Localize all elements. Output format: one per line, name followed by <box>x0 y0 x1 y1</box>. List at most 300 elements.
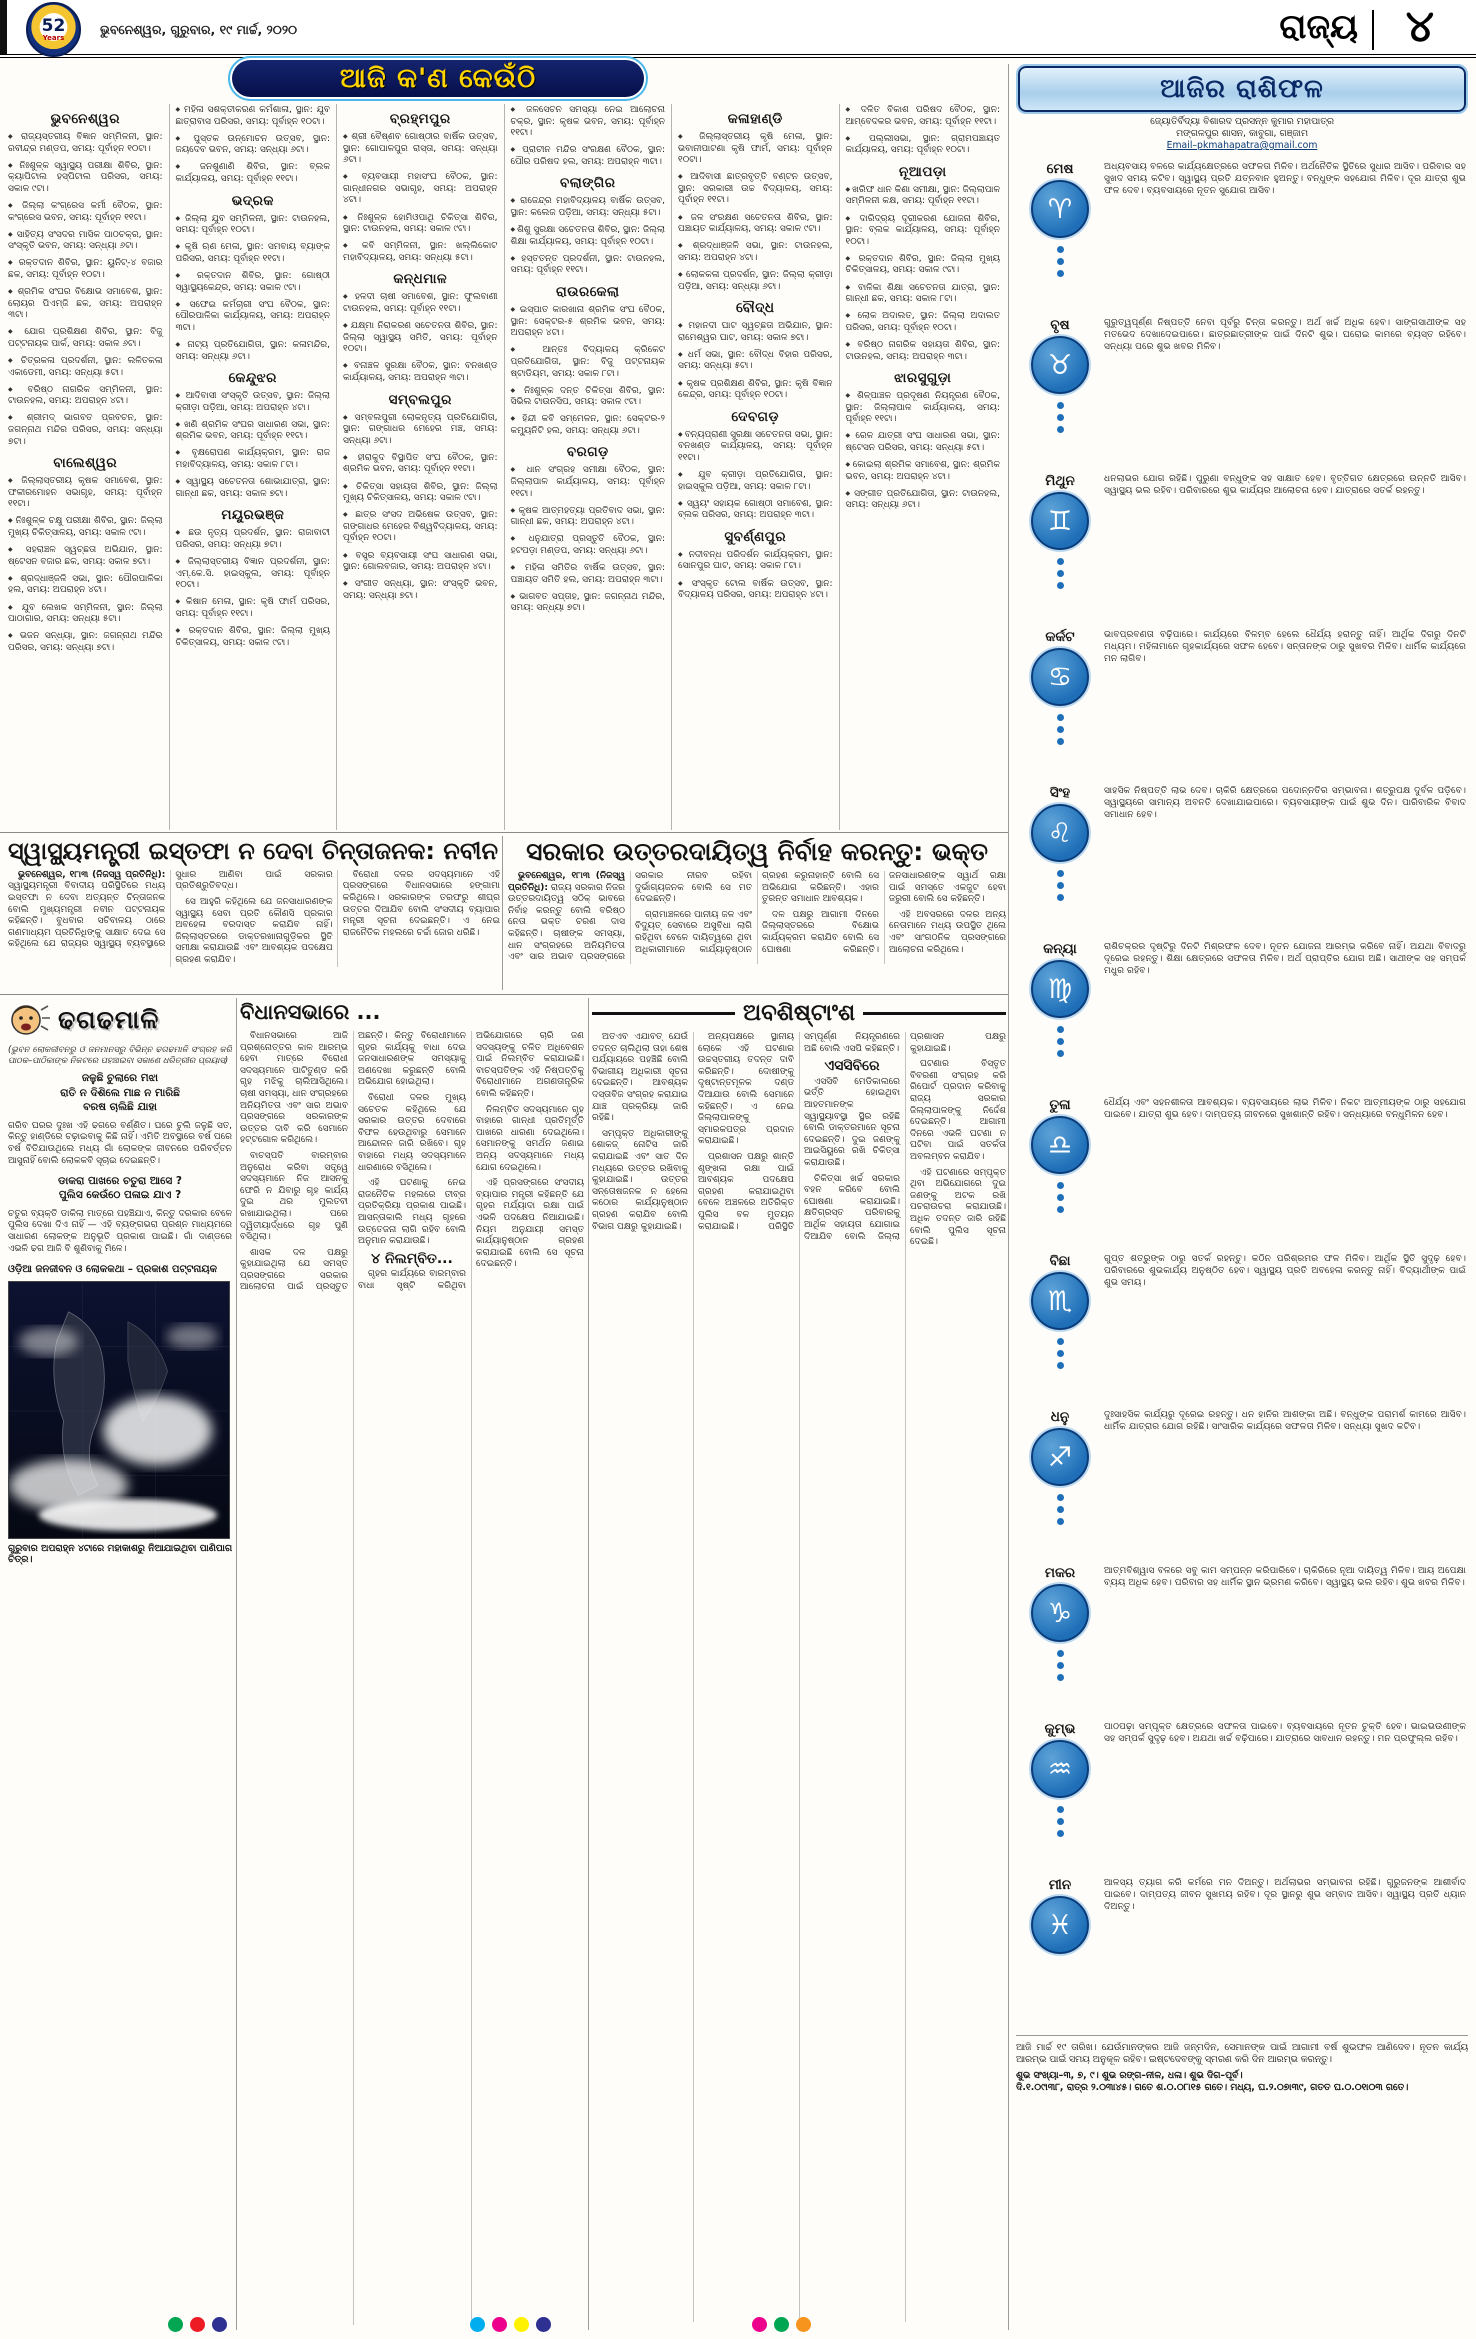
article-paragraph: ସମ୍ପୃକ୍ତ ଅଧିକାରୀଙ୍କୁ ଶୋକଜ୍ ନୋଟିସ ଜାରି କରାଯାଇଛି ଏବଂ ସାତ ଦିନ ମଧ୍ୟରେ ଉତ୍ତର ରଖିବାକୁ କୁହାଯାଇଛି। ଉତ୍ତର ସନ୍ତୋଷଜନକ ନ ହେଲେ କଠୋର କାର୍ଯ୍ୟାନୁଷ୍ଠାନ ଗ୍ରହଣ କରାଯିବ ବୋଲି ବିଭାଗ ପକ୍ଷରୁ କୁହାଯାଇଛି। <box>592 1128 688 1232</box>
event-item: ◆ ରକ୍ତଦାନ ଶିବିର, ସ୍ଥାନ: ଗୋଷ୍ଠୀ ସ୍ୱାସ୍ଥ୍ୟକେନ୍ଦ୍ର, ସମୟ: ସକାଳ ୯ଟା। <box>176 270 331 294</box>
event-item: ◆ ବାଳିକା ଶିକ୍ଷା ସଚେତନତା ଯାତ୍ରା, ସ୍ଥାନ: ଗାନ୍ଧୀ ଛକ, ସମୟ: ସକାଳ ୮ଟା। <box>846 282 1001 306</box>
verse-line: ବରଷ ଚାଲିଛି ଯାହା <box>83 1101 157 1113</box>
article-paragraph: ଏହି ଘଟଣାକୁ ନେଇ ରାଜନୈତିକ ମହଲରେ ତୀବ୍ର ପ୍ରତିକ୍ରିୟା ପ୍ରକାଶ ପାଇଛି। ଆସନ୍ତାକାଲି ମଧ୍ୟ ଗୃହରେ ଉତ୍ତେଜନା ଲାଗି ରହିବ ବୋଲି ଅନୁମାନ କରାଯାଉଛି। <box>358 1178 466 1247</box>
badge-number: 52 <box>41 15 66 36</box>
zodiac-name: ବିଛା <box>1049 1253 1071 1269</box>
dot <box>1057 714 1064 721</box>
zodiac-icon-block <box>1016 1721 1104 1867</box>
dot-trail <box>1057 558 1064 589</box>
article-paragraph: ଗୃହର କାର୍ଯ୍ୟରେ ବାରମ୍ବାର ବାଧା ସୃଷ୍ଟି କରିଥିବା ଅଭିଯୋଗରେ ଚାରି ଜଣ ସଦସ୍ୟଙ୍କୁ ଚଳିତ ଅଧିବେଶନ ପାଇଁ ନିଲମ୍ବିତ କରାଯାଇଛି। ବାଚସ୍ପତିଙ୍କ ଏହି ନିଷ୍ପତ୍ତିକୁ ବିରୋଧୀମାନେ ଅଗଣତାନ୍ତ୍ରିକ ବୋଲି କହିଛନ୍ତି। <box>358 1031 584 1291</box>
continued-stories <box>592 1000 1006 2330</box>
article-paragraph: ଭୁବନେଶ୍ୱର, ୧୮ା୩ (ନିଜସ୍ୱ ପ୍ରତିନିଧି): ସ୍ୱାସ୍ଥ୍ୟମନ୍ତ୍ରୀ ବିବାଦୀୟ ପରିସ୍ଥିତିରେ ମଧ୍ୟ ଇସ୍ତଫା ନ ଦେବା ଅତ୍ୟନ୍ତ ଚିନ୍ତାଜନକ ବୋଲି ମୁଖ୍ୟମନ୍ତ୍ରୀ ନବୀନ ପଟ୍ଟନାୟକ କହିଛନ୍ତି। ବୁଧବାର ସଚିବାଳୟ ଠାରେ ଗଣମାଧ୍ୟମ ପ୍ରତିନିଧିଙ୍କୁ ସାକ୍ଷାତ ଦେଇ ସେ କହିଥିଲେ ଯେ ରାଜ୍ୟର ସ୍ୱାସ୍ଥ୍ୟ ବ୍ୟବସ୍ଥାରେ ସୁଧାର ଆଣିବା ପାଇଁ ସରକାର ପ୍ରତିଶ୍ରୁତିବଦ୍ଧ। <box>8 869 333 950</box>
dot <box>1057 1674 1064 1681</box>
zodiac-prediction: ଭାବପ୍ରବଣତା ବଢ଼ିପାରେ। କାର୍ଯ୍ୟରେ ବିଳମ୍ବ ହେଲେ ଧୈର୍ଯ୍ୟ ହରାନ୍ତୁ ନାହିଁ। ଆର୍ଥିକ ଦିଗରୁ ଦିନଟି ମଧ୍ୟମ। ମହିଳାମାନେ ଗୃହକାର୍ଯ୍ୟରେ ସଫଳ ହେବେ। ସନ୍ତାନଙ୍କ ଠାରୁ ସୁଖବର ମିଳିବ। ଧାର୍ମିକ କାର୍ଯ୍ୟରେ ମନ ଲାଗିବ। <box>1104 629 1466 664</box>
event-item: ◆ ଲୋକକଳା ପ୍ରଦର୍ଶନ, ସ୍ଥାନ: ଜିଲ୍ଲା କ୍ରୀଡ଼ା ପଡ଼ିଆ, ସମୟ: ସନ୍ଧ୍ୟା ୬ଟା। <box>678 269 833 293</box>
credit-line: ମଙ୍ଗଳପୁର ଶାସନ, କାବୁଗା, ଗଞ୍ଜାମ <box>1176 128 1308 139</box>
zodiac-name: କନ୍ୟା <box>1043 941 1077 957</box>
byline: ଭୁବନେଶ୍ୱର, ୧୮ା୩ (ନିଜସ୍ୱ ପ୍ରତିନିଧି): <box>508 871 625 893</box>
event-item: ◆ ଛାତ୍ର ସଂସଦ ଅଭିଷେକ ଉତ୍ସବ, ସ୍ଥାନ: ଗଙ୍ଗାଧର ମେହେର ବିଶ୍ୱବିଦ୍ୟାଳୟ, ସମୟ: ପୂର୍ବାହ୍ନ ୧୦ଟା। <box>343 509 498 545</box>
event-item: ◆ ନିଃଶୁଳ୍କ ଦନ୍ତ ଚିକିତ୍ସା ଶିବିର, ସ୍ଥାନ: ସିଭିଲ ଟାଉନସିପ, ସମୟ: ସକାଳ ୯ଟା। <box>511 385 666 409</box>
article-paragraph: ଭୁବନେଶ୍ୱର, ୧୮ା୩ (ନିଜସ୍ୱ ପ୍ରତିନିଧି): ରାଜ୍ୟ ସରକାର ନିଜର ଉତ୍ତରଦାୟିତ୍ୱ ସଠିକ୍ ଭାବରେ ନିର୍ବାହ କରନ୍ତୁ ବୋଲି ବରିଷ୍ଠ ନେତା ଭକ୍ତ ଚରଣ ଦାସ କହିଛନ୍ତି। ଚାଷୀଙ୍କ ସମସ୍ୟା, ଧାନ ସଂଗ୍ରହରେ ଅନିୟମିତତା ଏବଂ ସାର ଅଭାବ ପ୍ରସଙ୍ଗରେ ସରକାର ନୀରବ ରହିବା ଦୁର୍ଭାଗ୍ୟଜନକ ବୋଲି ସେ ମତ ଦେଇଛନ୍ତି। <box>508 871 752 963</box>
zodiac-prediction: ଆତ୍ମବିଶ୍ୱାସ ବଳରେ ସବୁ କାମ ସମ୍ପନ୍ନ କରିପାରିବେ। ଚାକିରିରେ ନୂଆ ଦାୟିତ୍ୱ ମିଳିବ। ଆୟ ଅପେକ୍ଷା ବ୍ୟୟ ଅଧିକ ହେବ। ପରିବାର ସହ ଧାର୍ମିକ ସ୍ଥାନ ଭ୍ରମଣ କରିବେ। ସ୍ୱାସ୍ଥ୍ୟ ଭଲ ରହିବ। ଶୁଭ ଖବର ମିଳିବ। <box>1104 1565 1466 1588</box>
footnote-line: ଦି.୧.୦୯ା୩୮, ରାତ୍ର ୨.୦୩ା୪୫। ଗତେ ଶ.୦.୦୮ା୧୫ ଗତେ। ମଧ୍ୟ, ଘ.୨.୦୭ା୩୯, ଗତତ ଘ.୦.୦୧ା୦୩ ଗତେ। <box>1016 2082 1409 2093</box>
event-item: ◆ ଯୋଗ ପ୍ରଶିକ୍ଷଣ ଶିବିର, ସ୍ଥାନ: ବିଜୁ ପଟ୍ଟନାୟକ ପାର୍କ, ସମୟ: ସକାଳ ୬ଟା। <box>8 326 163 350</box>
divider <box>0 832 1008 833</box>
event-item: ◆ ଯୁବ କ୍ରୀଡ଼ା ପ୍ରତିଯୋଗିତା, ସ୍ଥାନ: ହାଇସ୍କୁଲ ପଡ଼ିଆ, ସମୟ: ସକାଳ ୮ଟା। <box>678 469 833 493</box>
event-item: ◆ ଜିଲ୍ଲାସ୍ତରୀୟ କୃଷି ମେଳା, ସ୍ଥାନ: ଭବାନୀପାଟଣା କୃଷି ଫାର୍ମ, ସମୟ: ପୂର୍ବାହ୍ନ ୧୦ଟା। <box>678 131 833 167</box>
page-number: ୪ <box>1405 1 1434 52</box>
article-paragraph: ଏସସିବି ମେଡିକାଲରେ ଭର୍ତ୍ତି ହୋଇଥିବା ଆହତମାନଙ୍କ ସ୍ୱାସ୍ଥ୍ୟାବସ୍ଥା ସ୍ଥିର ରହିଛି ବୋଲି ଡାକ୍ତରମାନେ ସୂଚନା ଦେଇଛନ୍ତି। ଦୁଇ ଜଣଙ୍କୁ ଆଇସିୟୁରେ ରଖି ଚିକିତ୍ସା କରାଯାଉଛି। <box>804 1076 900 1168</box>
dot <box>1057 1194 1064 1201</box>
event-item: ◆ ସଫେଇ କର୍ମଚାରୀ ସଂଘ ବୈଠକ, ସ୍ଥାନ: ପୌରପାଳିକା କାର୍ଯ୍ୟାଳୟ, ସମୟ: ଅପରାହ୍ନ ୩ଟା। <box>176 299 331 335</box>
dot <box>1057 1362 1064 1369</box>
zodiac-glyph: ♏ <box>1047 1285 1073 1317</box>
article-paragraph: ବିଧାନସଭାରେ ଆଜି ପ୍ରଶ୍ନୋତ୍ତର କାଳ ଆରମ୍ଭ ହେବା ମାତ୍ରେ ବିରୋଧୀ ସଦସ୍ୟମାନେ ପାଟିତୁଣ୍ଡ କରି ଗୃହ ମଝିକୁ ଚାଲିଆସିଥିଲେ। ଚାଷୀ ସମସ୍ୟା, ଧାନ ସଂଗ୍ରହରେ ଅନିୟମିତତା ଏବଂ ସାର ଅଭାବ ପ୍ରସଙ୍ଗରେ ସରକାରଙ୍କ ଉତ୍ତର ଦାବି କରି ସେମାନେ ହଟ୍ଟଗୋଳ କରିଥିଲେ। <box>240 1031 349 1146</box>
listing-column <box>671 104 839 830</box>
event-item: ◆ ଦଳିତ ବିକାଶ ପରିଷଦ ବୈଠକ, ସ୍ଥାନ: ଆମ୍ବେଦକର ଭବନ, ସମୟ: ପୂର୍ବାହ୍ନ ୧୧ଟା। <box>846 104 1001 128</box>
dot <box>1057 402 1064 409</box>
zodiac-prediction: ଗୁପ୍ତ ଶତ୍ରୁଙ୍କ ଠାରୁ ସତର୍କ ରହନ୍ତୁ। କଠିନ ପରିଶ୍ରମର ଫଳ ମିଳିବ। ଆର୍ଥିକ ସ୍ଥିତି ସୁଦୃଢ଼ ହେବ। ପରିବାରରେ ଶୁଭକାର୍ଯ୍ୟ ଅନୁଷ୍ଠିତ ହେବ। ସ୍ୱାସ୍ଥ୍ୟ ପ୍ରତି ଅବହେଳା କରନ୍ତୁ ନାହିଁ। ବିଦ୍ୟାର୍ଥୀଙ୍କ ପାଇଁ ଶୁଭ ସମୟ। <box>1104 1253 1466 1288</box>
event-item: ◆ ଆଦିବାସୀ ଛାତ୍ରବୃତ୍ତି ବଣ୍ଟନ ଉତ୍ସବ, ସ୍ଥାନ: ସରକାରୀ ଉଚ୍ଚ ବିଦ୍ୟାଳୟ, ସମୟ: ପୂର୍ବାହ୍ନ ୧୧ଟା। <box>678 171 833 207</box>
folk-verse <box>8 1174 232 1203</box>
event-item: ◆ ଯୁବ ଲେଖକ ସମ୍ମିଳନୀ, ସ୍ଥାନ: ଜିଲ୍ଲା ପାଠାଗାର, ସମୟ: ସନ୍ଧ୍ୟା ୫ଟା। <box>8 602 163 626</box>
city-header: ଝାରସୁଗୁଡ଼ା <box>894 370 952 387</box>
article-paragraph: ଦଳ ପକ୍ଷରୁ ଆଗାମୀ ଦିନରେ ଜିଲ୍ଲାସ୍ତରରେ ବିକ୍ଷୋଭ କାର୍ଯ୍ୟକ୍ରମ କରାଯିବ ବୋଲି ସେ ଘୋଷଣା କରିଛନ୍ତି। ଜନସାଧାରଣଙ୍କ ସ୍ୱାର୍ଥ ରକ୍ଷା ପାଇଁ ସମସ୍ତେ ଏକଜୁଟ ହେବା ଜରୁରୀ ବୋଲି ସେ କହିଛନ୍ତି। <box>762 871 1006 955</box>
zodiac-prediction: ଧୈର୍ଯ୍ୟ ଏବଂ ସହନଶୀଳତା ଆବଶ୍ୟକ। ବ୍ୟବସାୟରେ ଲାଭ ମିଳିବ। ନିକଟ ଆତ୍ମୀୟଙ୍କ ଠାରୁ ସହଯୋଗ ପାଇବେ। ଯାତ୍ରା ଶୁଭ ହେବ। ଦାମ୍ପତ୍ୟ ଜୀବନରେ ସୁଖଶାନ୍ତି ରହିବ। ସନ୍ଧ୍ୟାରେ ବନ୍ଧୁମିଳନ ହେବ। <box>1104 1097 1466 1120</box>
article-paragraph: ଗ୍ରାମାଞ୍ଚଳରେ ପାନୀୟ ଜଳ ଏବଂ ବିଦ୍ୟୁତ୍ ସେବାରେ ଅସୁବିଧା ଲାଗି ରହିଥିବା ବେଳେ ଦାୟିତ୍ୱରେ ଥିବା ଅଧିକାରୀମାନେ କାର୍ଯ୍ୟାନୁଷ୍ଠାନ ଗ୍ରହଣ କରୁନାହାନ୍ତି ବୋଲି ସେ ଅଭିଯୋଗ କରିଛନ୍ତି। ଏହାର ତୁରନ୍ତ ସମାଧାନ ଆବଶ୍ୟକ। <box>635 871 879 955</box>
zodiac-list <box>1016 161 1468 2023</box>
horoscope-rail <box>1016 64 1468 2330</box>
event-item: ◆ ସମ୍ବଲପୁରୀ ଲୋକନୃତ୍ୟ ପ୍ରତିଯୋଗିତା, ସ୍ଥାନ: ଗଙ୍ଗାଧର ମେହେର ମଞ୍ଚ, ସମୟ: ସନ୍ଧ୍ୟା ୬ଟା। <box>343 412 498 448</box>
color-dot <box>492 2317 507 2332</box>
dot-trail <box>1057 870 1064 901</box>
color-dot <box>774 2317 789 2332</box>
event-item: ◆ ନଦୀବନ୍ଧ ପରିଦର୍ଶନ କାର୍ଯ୍ୟକ୍ରମ, ସ୍ଥାନ: ସୋନପୁର ଘାଟ, ସମୟ: ସକାଳ ୮ଟା। <box>678 549 833 573</box>
ବିଛା-zodiac-icon <box>1031 1272 1089 1330</box>
dot-trail <box>1057 1182 1064 1213</box>
city-header: ଭୁବନେଶ୍ୱର <box>50 111 120 127</box>
folk-humour-column <box>8 1000 232 2330</box>
event-item: ◆ ନିଃଶୁଳ୍କ ହୋମିଓପାଥି ଚିକିତ୍ସା ଶିବିର, ସ୍ଥାନ: ଟାଉନହଲ, ସମୟ: ସକାଳ ୯ଟା। <box>343 212 498 236</box>
event-item: ◆ ଶ୍ରୀମଦ୍ ଭାଗବତ ପ୍ରବଚନ, ସ୍ଥାନ: ଜଗନ୍ନାଥ ମନ୍ଦିର ପରିସର, ସମୟ: ସନ୍ଧ୍ୟା ୭ଟା। <box>8 412 163 448</box>
article-bhakta <box>508 838 1006 990</box>
horoscope-footnote <box>1016 2035 1468 2094</box>
event-item: ◆ ଭଜନ ସନ୍ଧ୍ୟା, ସ୍ଥାନ: ଜଗନ୍ନାଥ ମନ୍ଦିର ପରିସର, ସମୟ: ସନ୍ଧ୍ୟା ୭ଟା। <box>8 630 163 654</box>
color-dot <box>470 2317 485 2332</box>
assembly-body <box>240 1031 584 2325</box>
article-paragraph: ନିଲମ୍ବିତ ସଦସ୍ୟମାନେ ଗୃହ ବାହାରେ ଗାନ୍ଧୀ ପ୍ରତିମୂର୍ତ୍ତି ପାଖରେ ଧାରଣା ଦେଇଥିଲେ। ସେମାନଙ୍କୁ ସମର୍ଥନ ଜଣାଇ ଅନ୍ୟ ସଦସ୍ୟମାନେ ମଧ୍ୟ ଯୋଗ ଦେଇଥିଲେ। <box>476 1104 584 1173</box>
କର୍କଟ-zodiac-icon <box>1031 648 1089 706</box>
event-item: ◆ ସ୍ୱାସ୍ଥ୍ୟ ସଚେତନତା ଶୋଭାଯାତ୍ରା, ସ୍ଥାନ: ଗାନ୍ଧୀ ଛକ, ସମୟ: ସକାଳ ୭ଟା। <box>176 476 331 500</box>
event-item: ◆ ମହାନଦୀ ଘାଟ ସ୍ୱଚ୍ଛତା ଅଭିଯାନ, ସ୍ଥାନ: ରାମେଶ୍ୱର ଘାଟ, ସମୟ: ସକାଳ ୭ଟା। <box>678 320 833 344</box>
article-paragraph: ଏହି ଅବସରରେ ଦଳର ଅନ୍ୟ ନେତାମାନେ ମଧ୍ୟ ଉପସ୍ଥିତ ଥିଲେ ଏବଂ ସାଂଗଠନିକ ପ୍ରସଙ୍ଗରେ ଆଲୋଚନା କରିଥିଲେ। <box>889 909 1006 955</box>
article-paragraph: ଚିକିତ୍ସା ଖର୍ଚ୍ଚ ସରକାର ବହନ କରିବେ ବୋଲି ଘୋଷଣା କରାଯାଇଛି। କ୍ଷତିଗ୍ରସ୍ତ ପରିବାରକୁ ଆର୍ଥିକ ସହାୟତା ଯୋଗାଇ ଦିଆଯିବ ବୋଲି ଜିଲ୍ଲା ପ୍ରଶାସନ ପକ୍ଷରୁ କୁହାଯାଇଛି। <box>804 1032 1006 1242</box>
listing-column <box>504 104 672 830</box>
zodiac-glyph: ♉ <box>1047 349 1073 381</box>
registration-marks <box>752 2317 811 2332</box>
event-item: ◆ ଚିତ୍ରକଳା ପ୍ରଦର୍ଶନୀ, ସ୍ଥାନ: ଲଳିତକଳା ଏକାଡେମୀ, ସମୟ: ସନ୍ଧ୍ୟା ୫ଟା। <box>8 355 163 379</box>
event-item: ◆ ଶିଶୁ ସୁରକ୍ଷା ସଚେତନତା ଶିବିର, ସ୍ଥାନ: ଜିଲ୍ଲା ଶିକ୍ଷା କାର୍ଯ୍ୟାଳୟ, ସମୟ: ପୂର୍ବାହ୍ନ ୧୦ଟା। <box>511 224 666 248</box>
event-item: ◆ ଶ୍ରଦ୍ଧାଞ୍ଜଳି ସଭା, ସ୍ଥାନ: ପୌରପାଳିକା ହଲ, ସମୟ: ଅପରାହ୍ନ ୪ଟା। <box>8 573 163 597</box>
ତୁଳା-zodiac-icon <box>1031 1116 1089 1174</box>
zodiac-glyph: ♊ <box>1047 505 1073 537</box>
dot-trail <box>1057 1026 1064 1057</box>
city-header: ସମ୍ବଲପୁର <box>388 391 452 408</box>
dot <box>1057 1206 1064 1213</box>
ମୀନ-zodiac-icon <box>1031 1896 1089 1954</box>
zodiac-icon-block <box>1016 1565 1104 1711</box>
event-item: ◆ ରକ୍ତଦାନ ଶିବିର, ସ୍ଥାନ: ଜିଲ୍ଲା ମୁଖ୍ୟ ଚିକିତ୍ସାଳୟ, ସମୟ: ସକାଳ ୯ଟା। <box>176 625 331 649</box>
color-dot <box>752 2317 767 2332</box>
satellite-weather-image <box>8 1281 230 1539</box>
remainder-title: ଅବଶିଷ୍ଟାଂଶ <box>742 1000 856 1026</box>
event-item: ◆ ମହିଳା ସଶକ୍ତୀକରଣ କର୍ମଶାଳା, ସ୍ଥାନ: ଯୁବ ଛାତ୍ରାବାସ ପରିସର, ସମୟ: ପୂର୍ବାହ୍ନ ୧୦ଟା। <box>176 104 331 128</box>
dot-trail <box>1057 714 1064 745</box>
cartoon-credit: ଓଡ଼ିଆ ଜନଜୀବନ ଓ ଲୋକକଥା – ପ୍ରକାଶ ପଟ୍ଟନାୟକ <box>8 1263 217 1275</box>
astrologer-email[interactable]: Email–pkmahapatra@gmail.com <box>1166 140 1318 151</box>
event-item: ◆ ଶ୍ରଦ୍ଧାଞ୍ଜଳି ସଭା, ସ୍ଥାନ: ଟାଉନହଲ, ସମୟ: ଅପରାହ୍ନ ୪ଟା। <box>678 240 833 264</box>
city-header: କନ୍ଧମାଳ <box>393 271 448 288</box>
city-header: ଭଦ୍ରକ <box>231 192 274 209</box>
dot <box>1057 270 1064 277</box>
event-item: ◆ ଜଳ ସଂରକ୍ଷଣ ସଚେତନତା ଶିବିର, ସ୍ଥାନ: ପଞ୍ଚାୟତ କାର୍ଯ୍ୟାଳୟ, ସମୟ: ସକାଳ ୯ଟା। <box>678 212 833 236</box>
article-body <box>508 871 1006 964</box>
event-item: ◆ ଦାରିଦ୍ର୍ୟ ଦୂରୀକରଣ ଯୋଜନା ଶିବିର, ସ୍ଥାନ: ବ୍ଲକ କାର୍ଯ୍ୟାଳୟ, ସମୟ: ପୂର୍ବାହ୍ନ ୧୦ଟା। <box>846 213 1001 249</box>
event-item: ◆ ହିନ୍ଦୀ କବି ସମ୍ମେଳନ, ସ୍ଥାନ: ସେକ୍ଟର-୨ କମ୍ୟୁନିଟି ହଲ, ସମୟ: ସନ୍ଧ୍ୟା ୬ଟା। <box>511 413 666 437</box>
event-item: ◆ କୃଷକ ପ୍ରଶିକ୍ଷଣ ଶିବିର, ସ୍ଥାନ: କୃଷି ବିଜ୍ଞାନ କେନ୍ଦ୍ର, ସମୟ: ପୂର୍ବାହ୍ନ ୧୦ଟା। <box>678 378 833 402</box>
event-item: ◆ ଛଉ ନୃତ୍ୟ ପ୍ରଦର୍ଶନ, ସ୍ଥାନ: ରାଜାବାଟୀ ପରିସର, ସମୟ: ସନ୍ଧ୍ୟା ୭ଟା। <box>176 527 331 551</box>
section-divider <box>1372 10 1374 50</box>
dot-trail <box>1057 1806 1064 1837</box>
zodiac-name: ମେଷ <box>1046 161 1074 177</box>
zodiac-entry <box>1016 1565 1468 1711</box>
event-item: ◆ ଖଣି ଶ୍ରମିକ ସଂଘର ସାଧାରଣ ସଭା, ସ୍ଥାନ: ଶ୍ରମିକ ଭବନ, ସମୟ: ପୂର୍ବାହ୍ନ ୧୧ଟା। <box>176 419 331 443</box>
footnote-text: ଆଜି ମାର୍ଚ୍ଚ ୧୯ ତାରିଖ। ଯେଉଁମାନଙ୍କର ଆଜି ଜନ୍ମଦିନ, ସେମାନଙ୍କ ପାଇଁ ଆଗାମୀ ବର୍ଷ ଶୁଭଫଳ ଆଣିଦେବ। ନୂତନ କାର୍ଯ୍ୟ ଆରମ୍ଭ ପାଇଁ ସମୟ ଅନୁକୂଳ ରହିବ। ଇଷ୍ଟଦେବଙ୍କୁ ସ୍ମରଣ କରି ଦିନ ଆରମ୍ଭ କରନ୍ତୁ। <box>1016 2042 1468 2065</box>
horoscope-header <box>1018 66 1466 112</box>
dot <box>1057 1494 1064 1501</box>
dot <box>1057 570 1064 577</box>
zodiac-entry <box>1016 1877 1468 2023</box>
dot <box>1057 1662 1064 1669</box>
event-item: ◆ ଯକ୍ଷ୍ମା ନିରାକରଣ ସଚେତନତା ଶିବିର, ସ୍ଥାନ: ଜିଲ୍ଲା ସ୍ୱାସ୍ଥ୍ୟ ସମିତି, ସମୟ: ପୂର୍ବାହ୍ନ ୧୦ଟା। <box>343 320 498 356</box>
banner-title: ଆଜି କ'ଣ କେଉଁଠି <box>339 62 537 94</box>
event-item: ◆ ଜିଲ୍ଲା କଂଗ୍ରେସ କର୍ମୀ ବୈଠକ, ସ୍ଥାନ: କଂଗ୍ରେସ ଭବନ, ସମୟ: ପୂର୍ବାହ୍ନ ୧୧ଟା। <box>8 200 163 224</box>
event-item: ◆ ଖରିଫ ଧାନ କିଣା ସମୀକ୍ଷା, ସ୍ଥାନ: ଜିଲ୍ଲାପାଳ ସମ୍ମିଳନୀ କକ୍ଷ, ସମୟ: ପୂର୍ବାହ୍ନ ୧୧ଟା। <box>846 184 1001 208</box>
event-item: ◆ ପଲ୍ଲୀସଭା, ସ୍ଥାନ: ଗ୍ରାମପଞ୍ଚାୟତ କାର୍ଯ୍ୟାଳୟ, ସମୟ: ପୂର୍ବାହ୍ନ ୧୦ଟା। <box>846 133 1001 157</box>
zodiac-glyph: ♈ <box>1047 193 1073 225</box>
event-item: ◆ ବ୍ୟବସାୟୀ ମହାସଂଘ ବୈଠକ, ସ୍ଥାନ: ଗାନ୍ଧୀନଗର ସଭାଗୃହ, ସମୟ: ଅପରାହ୍ନ ୪ଟା। <box>343 171 498 207</box>
dot-trail <box>1057 402 1064 433</box>
event-item: ◆ ଧାନ ସଂଗ୍ରହ ସମୀକ୍ଷା ବୈଠକ, ସ୍ଥାନ: ଜିଲ୍ଲାପାଳ କାର୍ଯ୍ୟାଳୟ, ସମୟ: ପୂର୍ବାହ୍ନ ୧୧ଟା। <box>511 464 666 500</box>
credit-line: ଜ୍ୟୋତିର୍ବିଦ୍ୟା ବିଶାରଦ ପ୍ରସନ୍ନ କୁମାର ମହାପାତ୍ର <box>1150 116 1334 127</box>
dot <box>1057 738 1064 745</box>
verse-line: ଜଳୁଛି ଚୁଲାରେ ମଝା <box>81 1072 159 1084</box>
city-header: ମୟୂରଭଞ୍ଜ <box>221 507 285 524</box>
event-item: ◆ ସଂଗୀତ ସନ୍ଧ୍ୟା, ସ୍ଥାନ: ସଂସ୍କୃତି ଭବନ, ସମୟ: ସନ୍ଧ୍ୟା ୭ଟା। <box>343 578 498 602</box>
event-item: ◆ ରାଜ୍ୟସ୍ତରୀୟ ବିଜ୍ଞାନ ସମ୍ମିଳନୀ, ସ୍ଥାନ: ରବୀନ୍ଦ୍ର ମଣ୍ଡପ, ସମୟ: ପୂର୍ବାହ୍ନ ୧୦ଟା। <box>8 131 163 155</box>
dot <box>1057 882 1064 889</box>
dot <box>1057 1518 1064 1525</box>
verse-line: ରାତି ନ ଦିଶିଲେ ମାଛ ନ ମାରିଛି <box>60 1086 180 1099</box>
zodiac-icon-block <box>1016 1409 1104 1555</box>
event-item: ◆ ଭାଗବତ ସପ୍ତାହ, ସ୍ଥାନ: ଜଗନ୍ନାଥ ମନ୍ଦିର, ସମୟ: ସନ୍ଧ୍ୟା ୭ଟା। <box>511 591 666 615</box>
zodiac-glyph: ♐ <box>1047 1441 1073 1473</box>
city-header: ବରଗଡ଼ <box>566 444 609 461</box>
event-item: ◆ ଜଳସେଚନ ସମସ୍ୟା ନେଇ ଆଲୋଚନା ଚକ୍ର, ସ୍ଥାନ: କୃଷକ ଭବନ, ସମୟ: ପୂର୍ବାହ୍ନ ୧୧ଟା। <box>511 104 666 140</box>
zodiac-icon-block <box>1016 1097 1104 1243</box>
zodiac-prediction: ଧନଲାଭର ଯୋଗ ରହିଛି। ପୁରୁଣା ବନ୍ଧୁଙ୍କ ସହ ସାକ୍ଷାତ ହେବ। ବୃତ୍ତିଗତ କ୍ଷେତ୍ରରେ ଉନ୍ନତି ଆସିବ। ସ୍ୱାସ୍ଥ୍ୟ ଭଲ ରହିବ। ପରିବାରରେ ଶୁଭ କାର୍ଯ୍ୟର ଆଲୋଚନା ହେବ। ଯାତ୍ରାରେ ସତର୍କ ରହନ୍ତୁ। <box>1104 473 1466 496</box>
ମେଷ-zodiac-icon <box>1031 180 1089 238</box>
assembly-headline: ବିଧାନସଭାରେ ... <box>240 1000 381 1024</box>
zodiac-name: ଧନୁ <box>1050 1409 1070 1425</box>
divider <box>588 998 589 2330</box>
article-paragraph: ଅତଏବ ଏଯାବତ୍ ଯେଉଁ ତଦନ୍ତ ଚାଲିଥିଲା ତାହା ଶେଷ ପର୍ଯ୍ୟାୟରେ ପହଞ୍ଚିଛି ବୋଲି ବିଭାଗୀୟ ଅଧିକାରୀ ସୂଚନା ଦେଇଛନ୍ତି। ଆବଶ୍ୟକ ଦସ୍ତାବିଜ ସଂଗ୍ରହ କରାଯାଇ ଯାଞ୍ଚ ପ୍ରକ୍ରିୟା ଜାରି ରହିଛି। <box>592 1032 688 1124</box>
event-item: ◆ ଶିଳ୍ପାଞ୍ଚଳ ପ୍ରଦୂଷଣ ନିୟନ୍ତ୍ରଣ ବୈଠକ, ସ୍ଥାନ: ଜିଲ୍ଲାପାଳ କାର୍ଯ୍ୟାଳୟ, ସମୟ: ପୂର୍ବାହ୍ନ ୧୧ଟା। <box>846 390 1001 426</box>
dot <box>1057 1050 1064 1057</box>
zodiac-prediction: ଅଧ୍ୟବସାୟ ବଳରେ କାର୍ଯ୍ୟକ୍ଷେତ୍ରରେ ସଫଳତା ମିଳିବ। ଅର୍ଥନୈତିକ ସ୍ଥିତିରେ ସୁଧାର ଆସିବ। ପରିବାର ସହ ସୁଖଦ ସମୟ କଟିବ। ସ୍ୱାସ୍ଥ୍ୟ ପ୍ରତି ଯତ୍ନବାନ ହୁଅନ୍ତୁ। ବନ୍ଧୁଙ୍କ ସହଯୋଗ ମିଳିବ। ଦୂର ଯାତ୍ରା ଶୁଭ ଫଳ ଦେବ। ବ୍ୟବସାୟରେ ନୂତନ ସୁଯୋଗ ଆସିବ। <box>1104 161 1466 196</box>
color-dot <box>212 2317 227 2332</box>
event-item: ◆ ପ୍ରାଚୀନ ମନ୍ଦିର ସଂରକ୍ଷଣ ବୈଠକ, ସ୍ଥାନ: ପୌର ପରିଷଦ ହଲ, ସମୟ: ଅପରାହ୍ନ ୩ଟା। <box>511 144 666 168</box>
color-dot <box>796 2317 811 2332</box>
zodiac-prediction: ପାଠପଢ଼ା ସମ୍ପୃକ୍ତ କ୍ଷେତ୍ରରେ ସଫଳତା ପାଇବେ। ବ୍ୟବସାୟରେ ନୂତନ ଚୁକ୍ତି ହେବ। ଭାଇଭଉଣୀଙ୍କ ସହ ସମ୍ପର୍କ ସୁଦୃଢ଼ ହେବ। ଅଯଥା ଖର୍ଚ୍ଚ ବଢ଼ିପାରେ। ଯାତ୍ରାରେ ସାବଧାନ ରହନ୍ତୁ। ମନ ପ୍ରଫୁଲ୍ଲ ରହିବ। <box>1104 1721 1466 1744</box>
event-item: ◆ ଧନୁଯାତ୍ରା ପ୍ରସ୍ତୁତି ବୈଠକ, ସ୍ଥାନ: ହଟପଡ଼ା ମଣ୍ଡପ, ସମୟ: ସନ୍ଧ୍ୟା ୬ଟା। <box>511 533 666 557</box>
listing-column <box>839 104 1007 830</box>
event-item: ◆ ବନାଞ୍ଚଳ ସୁରକ୍ଷା ବୈଠକ, ସ୍ଥାନ: ବନଖଣ୍ଡ କାର୍ଯ୍ୟାଳୟ, ସମୟ: ଅପରାହ୍ନ ୩ଟା। <box>343 360 498 384</box>
zodiac-icon-block <box>1016 1253 1104 1399</box>
event-item: ◆ ଆଦିବାସୀ ସଂସ୍କୃତି ଉତ୍ସବ, ସ୍ଥାନ: ଜିଲ୍ଲା କ୍ରୀଡ଼ା ପଡ଼ିଆ, ସମୟ: ଅପରାହ୍ନ ୪ଟା। <box>176 390 331 414</box>
corner-bar <box>0 0 7 54</box>
divider <box>236 998 237 2330</box>
city-header: ରାଉରକେଲା <box>556 284 620 301</box>
event-item: ◆ ଜନଶୁଣାଣି ଶିବିର, ସ୍ଥାନ: ବ୍ଲକ କାର୍ଯ୍ୟାଳୟ, ସମୟ: ପୂର୍ବାହ୍ନ ୧୧ଟା। <box>176 161 331 185</box>
dot <box>1057 246 1064 253</box>
dateline: ଭୁବନେଶ୍ୱର, ଗୁରୁବାର, ୧୯ ମାର୍ଚ୍ଚ, ୨୦୨୦ <box>100 22 298 37</box>
dot-trail <box>1057 246 1064 277</box>
event-item: ◆ କୃଷି ଋଣ ମେଳା, ସ୍ଥାନ: ସମବାୟ ବ୍ୟାଙ୍କ ପରିସର, ସମୟ: ପୂର୍ବାହ୍ନ ୧୧ଟା। <box>176 241 331 265</box>
event-item: ◆ ନିଃଶୁଳ୍କ ଚକ୍ଷୁ ପରୀକ୍ଷା ଶିବିର, ସ୍ଥାନ: ଜିଲ୍ଲା ମୁଖ୍ୟ ଚିକିତ୍ସାଳୟ, ସମୟ: ସକାଳ ୯ଟା। <box>8 515 163 539</box>
cartoon-paragraph: ଚତୁର ବ୍ୟକ୍ତି ଡାକିଲା ମାତ୍ରେ ପହଞ୍ଚିଯାଏ, କିନ୍ତୁ ଦରକାର ବେଳେ ପୁଲିସ ଦେଖା ଦିଏ ନାହିଁ — ଏହି ବ୍ୟଙ୍ଗଭରା ପ୍ରଶ୍ନ ମାଧ୍ୟମରେ ସାଧାରଣ ଲୋକଙ୍କ ଅନୁଭୂତି ପ୍ରକାଶ ପାଇଛି। ଗାଁ ଦାଣ୍ଡରେ ଏଭଳି ଢଗ ଆଜି ବି ଶୁଣିବାକୁ ମିଳେ। <box>8 1208 232 1255</box>
astrologer-credit <box>1016 116 1468 140</box>
event-item: ◆ ରେଳ ଯାତ୍ରୀ ସଂଘ ସାଧାରଣ ସଭା, ସ୍ଥାନ: ଷ୍ଟେସନ ପରିସର, ସମୟ: ସନ୍ଧ୍ୟା ୫ଟା। <box>846 430 1001 454</box>
article-body <box>8 870 500 967</box>
cartoon-paragraph: ଗରିବ ଘରର ଦୁଃଖ ଏହି ଢଗରେ ବର୍ଣ୍ଣିତ। ଘରେ ଚୁଲି ଜଳୁଛି ସତ, କିନ୍ତୁ ହାଣ୍ଡିରେ ଚଢ଼ାଇବାକୁ କିଛି ନାହିଁ। ଏମିତି ଅବସ୍ଥାରେ ବର୍ଷ ପରେ ବର୍ଷ ବିତିଯାଉଥିଲେ ମଧ୍ୟ ଗାଁ ଲୋକଙ୍କ ଜୀବନରେ ପରିବର୍ତ୍ତନ ଆସୁନାହିଁ ବୋଲି ଲୋକକବି ସୂଚାଇ ଦେଇଛନ୍ତି। <box>8 1120 232 1166</box>
zodiac-entry <box>1016 1409 1468 1555</box>
event-item: ◆ ରାଜେନ୍ଦ୍ର ମହାବିଦ୍ୟାଳୟ ବାର୍ଷିକ ଉତ୍ସବ, ସ୍ଥାନ: କଲେଜ ପଡ଼ିଆ, ସମୟ: ସନ୍ଧ୍ୟା ୫ଟା। <box>511 195 666 219</box>
dot <box>1057 1026 1064 1033</box>
listing-column <box>336 104 504 830</box>
color-dot <box>168 2317 183 2332</box>
today-events-banner <box>232 60 644 97</box>
event-item: ◆ ଶ୍ରୀ ବୈଷ୍ଣବ ଗୋଷ୍ଠୀର ବାର୍ଷିକ ଉତ୍ସବ, ସ୍ଥାନ: ଗୋପାଳପୁର ରାସ୍ତା, ସମୟ: ସନ୍ଧ୍ୟା ୬ଟା। <box>343 131 498 167</box>
article-paragraph: ବିରୋଧୀ ଦଳର ମୁଖ୍ୟ ସଚେତକ କହିଥିଲେ ଯେ ସରକାର ଉତ୍ତର ଦେବାରେ ବିଫଳ ହେଉଥିବାରୁ ସେମାନେ ଆନ୍ଦୋଳନ ଜାରି ରଖିବେ। ଗୃହ ବାହାରେ ମଧ୍ୟ ସଦସ୍ୟମାନେ ଧାରଣାରେ ବସିଥିଲେ। <box>358 1092 466 1173</box>
article-naveen <box>8 838 500 990</box>
zodiac-prediction: ସାହସିକ ନିଷ୍ପତ୍ତି ଲାଭ ଦେବ। ଚାକିରି କ୍ଷେତ୍ରରେ ପଦୋନ୍ନତିର ସମ୍ଭାବନା। ଶତ୍ରୁପକ୍ଷ ଦୁର୍ବଳ ପଡ଼ିବେ। ସ୍ୱାସ୍ଥ୍ୟରେ ସାମାନ୍ୟ ଅବନତି ଦେଖାଯାଇପାରେ। ବ୍ୟବସାୟୀଙ୍କ ପାଇଁ ଶୁଭ ଦିନ। ପାରିବାରିକ ବିବାଦ ସମାଧାନ ହେବ। <box>1104 785 1466 820</box>
dot <box>1057 726 1064 733</box>
zodiac-name: କୁମ୍ଭ <box>1044 1721 1076 1737</box>
zodiac-glyph: ♍ <box>1047 973 1073 1005</box>
event-item: ◆ ଇସ୍ପାତ କାରଖାନା ଶ୍ରମିକ ସଂଘ ବୈଠକ, ସ୍ଥାନ: ସେକ୍ଟର-୫ ଶ୍ରମିକ ଭବନ, ସମୟ: ଅପରାହ୍ନ ୪ଟା। <box>511 304 666 340</box>
remainder-body <box>592 1032 1006 2322</box>
event-item: ◆ ନାଟ୍ୟ ପ୍ରତିଯୋଗିତା, ସ୍ଥାନ: କଳାମନ୍ଦିର, ସମୟ: ସନ୍ଧ୍ୟା ୬ଟା। <box>176 339 331 363</box>
article-paragraph: ସେ ଆହୁରି କହିଥିଲେ ଯେ ଜନସାଧାରଣଙ୍କ ସ୍ୱାସ୍ଥ୍ୟ ସେବା ପ୍ରତି କୌଣସି ପ୍ରକାର ଅବହେଳା ବରଦାସ୍ତ କରାଯିବ ନାହିଁ। ଜିଲ୍ଲାସ୍ତରରେ ଡାକ୍ତରଖାନାଗୁଡ଼ିକର ସ୍ଥିତି ସମୀକ୍ଷା କରାଯାଉଛି ଏବଂ ଆବଶ୍ୟକ ପଦକ୍ଷେପ ଗ୍ରହଣ କରାଯିବ। <box>175 897 333 966</box>
dot-trail <box>1057 1338 1064 1369</box>
article-headline: ସରକାର ଉତ୍ତରଦାୟିତ୍ୱ ନିର୍ବାହ କରନ୍ତୁ: ଭକ୍ତ <box>526 838 988 866</box>
byline: ଭୁବନେଶ୍ୱର, ୧୮ା୩ (ନିଜସ୍ୱ ପ୍ରତିନିଧି): <box>18 869 166 880</box>
dot <box>1057 426 1064 433</box>
event-item: ◆ ଜିଲ୍ଲାସ୍ତରୀୟ ବିଜ୍ଞାନ ପ୍ରଦର୍ଶନୀ, ସ୍ଥାନ: ଏମ୍.କେ.ସି. ହାଇସ୍କୁଲ, ସମୟ: ପୂର୍ବାହ୍ନ ୧୦ଟା। <box>176 556 331 592</box>
zodiac-glyph: ♒ <box>1047 1753 1073 1785</box>
section-title: ରାଜ୍ୟ <box>1279 7 1358 47</box>
dot <box>1057 870 1064 877</box>
zodiac-icon-block <box>1016 317 1104 463</box>
dot <box>1057 582 1064 589</box>
city-header: ଦେବଗଡ଼ <box>731 408 780 425</box>
dot <box>1057 1350 1064 1357</box>
dot <box>1057 1506 1064 1513</box>
dot <box>1057 258 1064 265</box>
article-paragraph: ଶାସକ ଦଳ ପକ୍ଷରୁ କୁହାଯାଇଥିଲା ଯେ ସମସ୍ତ ପ୍ରସଙ୍ଗରେ ସରକାର ଆଲୋଚନା ପାଇଁ ପ୍ରସ୍ତୁତ ଅଛନ୍ତି। କିନ୍ତୁ ବିରୋଧୀମାନେ ଗୃହର କାର୍ଯ୍ୟକୁ ବାଧା ଦେଇ ଜନସାଧାରଣଙ୍କ ସମସ୍ୟାକୁ ଅଣଦେଖା କରୁଛନ୍ତି ବୋଲି ଅଭିଯୋଗ ହୋଇଥିଲା। <box>240 1031 466 1293</box>
zodiac-icon-block <box>1016 473 1104 619</box>
cartoon-intro: (ଭୁବନ ଲୋକଜୀବନରୁ ଓ ଜନମାନସରୁ ବିଭିନ୍ନ ଢଗଢମାଳି ସଂଗ୍ରହ କରି ପାଠକ–ପାଠିକାଙ୍କ ନିକଟରେ ପହଞ୍ଚାଇବା ସକାଶେ ଧରିତ୍ରୀର ପ୍ରୟାସ) <box>8 1044 232 1065</box>
zodiac-entry <box>1016 473 1468 619</box>
article-paragraph: ଅନ୍ୟପକ୍ଷରେ ସ୍ଥାନୀୟ ଲୋକେ ଏହି ଘଟଣାର ଉଚ୍ଚସ୍ତରୀୟ ତଦନ୍ତ ଦାବି କରିଛନ୍ତି। ଦୋଷୀଙ୍କୁ ଦୃଷ୍ଟାନ୍ତମୂଳକ ଦଣ୍ଡ ଦିଆଯାଉ ବୋଲି ସେମାନେ କହିଛନ୍ତି। ଏ ନେଇ ଜିଲ୍ଲାପାଳଙ୍କୁ ସ୍ମାରକପତ୍ର ପ୍ରଦାନ କରାଯାଇଛି। <box>698 1032 794 1147</box>
dot <box>1057 1338 1064 1345</box>
zodiac-name: ମିଥୁନ <box>1045 473 1075 489</box>
city-header: ନୂଆପଡ଼ା <box>898 163 947 180</box>
zodiac-entry <box>1016 941 1468 1087</box>
ସିଂହ-zodiac-icon <box>1031 804 1089 862</box>
horoscope-title: ଆଜିର ରାଶିଫଳ <box>1160 73 1324 104</box>
city-header: ବ୍ରହ୍ମପୁର <box>389 111 451 127</box>
event-item: ◆ ବରିଷ୍ଠ ନାଗରିକ ସମ୍ମିଳନୀ, ସ୍ଥାନ: ଟାଉନହଲ, ସମୟ: ଅପରାହ୍ନ ୪ଟା। <box>8 384 163 408</box>
city-header: ସୁବର୍ଣ୍ଣପୁର <box>724 528 787 545</box>
divider <box>1008 64 1009 2330</box>
dot <box>1057 414 1064 421</box>
article-headline: ସ୍ୱାସ୍ଥ୍ୟମନ୍ତ୍ରୀ ଇସ୍ତଫା ନ ଦେବା ଚିନ୍ତାଜନକ: ନବୀନ <box>8 838 498 865</box>
zodiac-prediction: ରାଶିଚକ୍ରର ଦୃଷ୍ଟିରୁ ଦିନଟି ମିଶ୍ରଫଳ ଦେବ। ନୂତନ ଯୋଜନା ଆରମ୍ଭ କରିବେ ନାହିଁ। ଅଯଥା ବିବାଦରୁ ଦୂରେଇ ରହନ୍ତୁ। ଶିକ୍ଷା କ୍ଷେତ୍ରରେ ସଫଳତା ମିଳିବ। ଅର୍ଥ ପ୍ରାପ୍ତିର ଯୋଗ ଅଛି। ସାଥୀଙ୍କ ସହ ସମ୍ପର୍କ ମଧୁର ରହିବ। <box>1104 941 1466 976</box>
event-item: ◆ ଶ୍ରମିକ ସଂଘର ବିକ୍ଷୋଭ ସମାବେଶ, ସ୍ଥାନ: ଲୋୟର ପିଏମ୍‌ଜି ଛକ, ସମୟ: ଅପରାହ୍ନ ୩ଟା। <box>8 286 163 322</box>
event-item: ◆ ହସ୍ତତନ୍ତ ପ୍ରଦର୍ଶନୀ, ସ୍ଥାନ: ଟାଉନହଲ, ସମୟ: ପୂର୍ବାହ୍ନ ୧୧ଟା। <box>511 253 666 277</box>
article-paragraph: ଏହି ଘଟଣାରେ ସମ୍ପୃକ୍ତ ଥିବା ଅଭିଯୋଗରେ ଦୁଇ ଜଣଙ୍କୁ ଅଟକ ରଖି ପଚରାଉଚରା କରାଯାଉଛି। ଅଧିକ ତଦନ୍ତ ଜାରି ରହିଛି ବୋଲି ପୁଲିସ ସୂଚନା ଦେଇଛି। <box>910 1167 1006 1248</box>
article-paragraph: ଏହି ପ୍ରସଙ୍ଗରେ ସଂସଦୀୟ ବ୍ୟାପାର ମନ୍ତ୍ରୀ କହିଛନ୍ତି ଯେ ଗୃହର ମର୍ଯ୍ୟାଦା ରକ୍ଷା ପାଇଁ ଏଭଳି ପଦକ୍ଷେପ ନିଆଯାଇଛି। ନିୟମ ଅନୁଯାୟୀ ସମସ୍ତ କାର୍ଯ୍ୟାନୁଷ୍ଠାନ ଗ୍ରହଣ କରାଯାଇଛି ବୋଲି ସେ ସୂଚନା ଦେଇଛନ୍ତି। <box>476 1178 584 1270</box>
cartoon-title: ଢଗଢମାଳି <box>58 1005 160 1034</box>
dot <box>1057 1830 1064 1837</box>
zodiac-entry <box>1016 629 1468 775</box>
event-item: ◆ ବସ୍ତ୍ର ବ୍ୟବସାୟୀ ସଂଘ ସାଧାରଣ ସଭା, ସ୍ଥାନ: ଗୋଲବଜାର, ସମୟ: ଅପରାହ୍ନ ୪ଟା। <box>343 550 498 574</box>
event-item: ◆ ସାହିତ୍ୟ ସଂସଦର ମାସିକ ପାଠଚକ୍ର, ସ୍ଥାନ: ସଂସ୍କୃତି ଭବନ, ସମୟ: ସନ୍ଧ୍ୟା ୬ଟା। <box>8 229 163 253</box>
event-item: ◆ କୃଷକ ଆତ୍ମହତ୍ୟା ପ୍ରତିବାଦ ସଭା, ସ୍ଥାନ: ଗାନ୍ଧୀ ଛକ, ସମୟ: ଅପରାହ୍ନ ୪ଟା। <box>511 505 666 529</box>
event-item: ◆ ନିଃଶୁଳ୍କ ସ୍ୱାସ୍ଥ୍ୟ ପରୀକ୍ଷା ଶିବିର, ସ୍ଥାନ: କ୍ୟାପିଟାଲ ହସ୍ପିଟାଲ ପରିସର, ସମୟ: ସକାଳ ୯ଟା। <box>8 160 163 196</box>
zodiac-icon-block <box>1016 941 1104 1087</box>
listing-column <box>169 104 337 830</box>
verse-line: ପୁଲିସ କେଉଁଠେ ପଳାଇ ଯାଏ ? <box>58 1189 182 1202</box>
event-item: ◆ ହୀରାକୁଦ ବିସ୍ଥାପିତ ସଂଘ ବୈଠକ, ସ୍ଥାନ: ଶ୍ରମିକ ଭବନ, ସମୟ: ପୂର୍ବାହ୍ନ ୧୧ଟା। <box>343 452 498 476</box>
color-dot <box>536 2317 551 2332</box>
event-item: ◆ ବୃକ୍ଷରୋପଣ କାର୍ଯ୍ୟକ୍ରମ, ସ୍ଥାନ: ରାଜ ମହାବିଦ୍ୟାଳୟ, ସମୟ: ସକାଳ ୮ଟା। <box>176 447 331 471</box>
dot <box>1057 1038 1064 1045</box>
event-item: ◆ କୋଇଲା ଶ୍ରମିକ ସମାବେଶ, ସ୍ଥାନ: ଶ୍ରମିକ ଭବନ, ସମୟ: ଅପରାହ୍ନ ୪ଟା। <box>846 459 1001 483</box>
zodiac-icon-block <box>1016 1877 1104 2023</box>
zodiac-glyph: ♓ <box>1047 1909 1073 1941</box>
dot <box>1057 1182 1064 1189</box>
city-header: ବୌଦ୍ଧ <box>735 300 775 317</box>
event-item: ◆ ସଂସ୍କୃତ ଟୋଲ ବାର୍ଷିକ ଉତ୍ସବ, ସ୍ଥାନ: ବିଦ୍ୟାଳୟ ପରିସର, ସମୟ: ଅପରାହ୍ନ ୪ଟା। <box>678 578 833 602</box>
event-item: ◆ ମହିଳା ସମିତିର ବାର୍ଷିକ ଉତ୍ସବ, ସ୍ଥାନ: ପଞ୍ଚାୟତ ସମିତି ହଲ, ସମୟ: ଅପରାହ୍ନ ୩ଟା। <box>511 562 666 586</box>
zodiac-glyph: ♑ <box>1047 1597 1073 1629</box>
zodiac-prediction: ଗୁରୁତ୍ୱପୂର୍ଣ୍ଣ ନିଷ୍ପତ୍ତି ନେବା ପୂର୍ବରୁ ଚିନ୍ତା କରନ୍ତୁ। ଅର୍ଥ ଖର୍ଚ୍ଚ ଅଧିକ ହେବ। ସାଙ୍ଗସାଥୀଙ୍କ ସହ ମତଭେଦ ଦେଖାଦେଇପାରେ। ଛାତ୍ରଛାତ୍ରୀଙ୍କ ପାଇଁ ଦିନଟି ଶୁଭ। ଘରୋଇ କାମରେ ବ୍ୟସ୍ତ ରହିବେ। ସନ୍ଧ୍ୟା ପରେ ଶୁଭ ଖବର ମିଳିବ। <box>1104 317 1466 352</box>
event-item: ◆ ବନ୍ୟପ୍ରାଣୀ ସୁରକ୍ଷା ସଚେତନତା ସଭା, ସ୍ଥାନ: ବନଖଣ୍ଡ କାର୍ଯ୍ୟାଳୟ, ସମୟ: ପୂର୍ବାହ୍ନ ୧୧ଟା। <box>678 429 833 465</box>
zodiac-glyph: ♌ <box>1047 817 1073 849</box>
assembly-article <box>240 1000 584 2330</box>
divider <box>502 836 503 990</box>
divider <box>0 994 1008 995</box>
crosshead: ୪ ନିଲମ୍ବିତ... <box>371 1250 453 1267</box>
event-item: ◆ ଧର୍ମ ସଭା, ସ୍ଥାନ: ବୌଦ୍ଧ ବିହାର ପରିସର, ସମୟ: ସନ୍ଧ୍ୟା ୫ଟା। <box>678 349 833 373</box>
ମକର-zodiac-icon <box>1031 1584 1089 1642</box>
cartoon-face-icon <box>8 1000 52 1040</box>
event-item: ◆ ସଙ୍ଗୀତ ପ୍ରତିଯୋଗିତା, ସ୍ଥାନ: ଟାଉନହଲ, ସମୟ: ସନ୍ଧ୍ୟା ୬ଟା। <box>846 488 1001 512</box>
zodiac-name: ତୁଳା <box>1049 1097 1071 1113</box>
event-item: ◆ ଆନ୍ତଃ ବିଦ୍ୟାଳୟ କ୍ରିକେଟ ପ୍ରତିଯୋଗିତା, ସ୍ଥାନ: ବିଜୁ ପଟ୍ଟନାୟକ ଷ୍ଟାଡିୟମ, ସମୟ: ସକାଳ ୮ଟା। <box>511 344 666 380</box>
zodiac-prediction: ଦୁଃସାହସିକ କାର୍ଯ୍ୟରୁ ଦୂରେଇ ରହନ୍ତୁ। ଧନ ହାନିର ଆଶଙ୍କା ଅଛି। ବନ୍ଧୁଙ୍କ ପରାମର୍ଶ କାମରେ ଆସିବ। ଧାର୍ମିକ ଯାତ୍ରାର ଯୋଗ ରହିଛି। ସାଂସାରିକ କାର୍ଯ୍ୟରେ ସଫଳତା ମିଳିବ। ସନ୍ଧ୍ୟା ସୁଖଦ କଟିବ। <box>1104 1409 1466 1432</box>
color-dot <box>190 2317 205 2332</box>
dot <box>1057 1806 1064 1813</box>
zodiac-entry <box>1016 1721 1468 1867</box>
dot <box>1057 894 1064 901</box>
color-dot <box>514 2317 529 2332</box>
city-header: ବାଲେଶ୍ୱର <box>53 455 118 472</box>
event-item: ◆ ବରିଷ୍ଠ ନାଗରିକ ସହାୟତା ଶିବିର, ସ୍ଥାନ: ଟାଉନହଲ, ସମୟ: ଅପରାହ୍ନ ୩ଟା। <box>846 339 1001 363</box>
event-item: ◆ ଜିଲ୍ଲା ଯୁବ ସମ୍ମିଳନୀ, ସ୍ଥାନ: ଟାଉନହଲ, ସମୟ: ପୂର୍ବାହ୍ନ ୧୦ଟା। <box>176 213 331 237</box>
footnote-line: ଶୁଭ ସଂଖ୍ୟା–୩, ୭, ୯। ଶୁଭ ରଙ୍ଗ–ନୀଳ, ଧଳା। ଶୁଭ ଦିଗ–ପୂର୍ବ। <box>1016 2070 1243 2081</box>
zodiac-name: ବୃଷ <box>1050 317 1070 333</box>
କୁମ୍ଭ-zodiac-icon <box>1031 1740 1089 1798</box>
zodiac-icon-block <box>1016 785 1104 931</box>
zodiac-name: କର୍କଟ <box>1045 629 1075 645</box>
zodiac-entry <box>1016 1253 1468 1399</box>
event-item: ◆ ପୁସ୍ତକ ଉନ୍ମୋଚନ ଉତ୍ସବ, ସ୍ଥାନ: ଜୟଦେବ ଭବନ, ସମୟ: ସନ୍ଧ୍ୟା ୬ଟା। <box>176 133 331 157</box>
weather-caption: ଗୁରୁବାର ଅପରାହ୍ନ ୪ଟାରେ ମହାକାଶରୁ ନିଆଯାଇଥିବା ପାଣିପାଗ ଚିତ୍ର। <box>8 1542 232 1566</box>
ଧନୁ-zodiac-icon <box>1031 1428 1089 1486</box>
event-item: ◆ ସ୍ୱୟଂ ସହାୟକ ଗୋଷ୍ଠୀ ସମାବେଶ, ସ୍ଥାନ: ବ୍ଲକ ପରିସର, ସମୟ: ଅପରାହ୍ନ ୩ଟା। <box>678 498 833 522</box>
zodiac-name: ମକର <box>1044 1565 1076 1581</box>
event-item: ◆ କିଷାନ ମେଳା, ସ୍ଥାନ: କୃଷି ଫାର୍ମ ପରିସର, ସମୟ: ପୂର୍ବାହ୍ନ ୧୧ଟା। <box>176 596 331 620</box>
verse-line: ଡାକରା ପାଖରେ ଚତୁରା ଆସେ ? <box>58 1174 182 1187</box>
zodiac-entry <box>1016 161 1468 307</box>
article-paragraph: ଘଟଣାର ବିସ୍ତୃତ ବିବରଣୀ ସଂଗ୍ରହ କରି ରିପୋର୍ଟ ପ୍ରଦାନ କରିବାକୁ ରାଜ୍ୟ ସରକାର ଜିଲ୍ଲାପାଳଙ୍କୁ ନିର୍ଦ୍ଦେଶ ଦେଇଛନ୍ତି। ଆଗାମୀ ଦିନରେ ଏଭଳି ଘଟଣା ନ ଘଟିବା ପାଇଁ ସତର୍କତା ଅବଲମ୍ବନ କରାଯିବ। <box>910 1059 1006 1162</box>
zodiac-glyph: ♎ <box>1047 1129 1073 1161</box>
କନ୍ୟା-zodiac-icon <box>1031 960 1089 1018</box>
zodiac-prediction: ଆଳସ୍ୟ ତ୍ୟାଗ କରି କର୍ମରେ ମନ ଦିଅନ୍ତୁ। ଅର୍ଥଲାଭର ସମ୍ଭାବନା ରହିଛି। ଗୁରୁଜନଙ୍କ ଆଶୀର୍ବାଦ ପାଇବେ। ଦାମ୍ପତ୍ୟ ଜୀବନ ସୁଖମୟ ରହିବ। ଦୂର ସ୍ଥାନରୁ ଶୁଭ ସମ୍ବାଦ ଆସିବ। ସ୍ୱାସ୍ଥ୍ୟ ପ୍ରତି ଧ୍ୟାନ ଦିଅନ୍ତୁ। <box>1104 1877 1466 1912</box>
event-item: ◆ ସହରାଞ୍ଚଳ ସ୍ୱଚ୍ଛତା ଅଭିଯାନ, ସ୍ଥାନ: ଷ୍ଟେସନ ବଜାର ଛକ, ସମୟ: ସକାଳ ୭ଟା। <box>8 544 163 568</box>
listings <box>8 104 1006 830</box>
registration-marks <box>168 2317 227 2332</box>
zodiac-icon-block <box>1016 161 1104 307</box>
badge-years: Years <box>42 33 65 42</box>
event-item: ◆ ଲୋକ ଅଦାଲତ, ସ୍ଥାନ: ଜିଲ୍ଲା ଅଦାଲତ ପରିସର, ସମୟ: ପୂର୍ବାହ୍ନ ୧୦ଟା। <box>846 310 1001 334</box>
event-item: ◆ ହଳଦୀ ଚାଷୀ ସମାବେଶ, ସ୍ଥାନ: ଫୁଲବାଣୀ ଟାଉନହଲ, ସମୟ: ପୂର୍ବାହ୍ନ ୧୧ଟା। <box>343 291 498 315</box>
zodiac-name: ସିଂହ <box>1049 785 1071 801</box>
city-header: କଳାହାଣ୍ଡି <box>727 111 783 127</box>
zodiac-entry <box>1016 785 1468 931</box>
anniversary-badge-icon <box>26 2 81 57</box>
masthead <box>0 0 1476 58</box>
dot-trail <box>1057 1650 1064 1681</box>
ମିଥୁନ-zodiac-icon <box>1031 492 1089 550</box>
zodiac-glyph: ♋ <box>1047 661 1073 693</box>
dot <box>1057 1818 1064 1825</box>
registration-marks <box>470 2317 551 2332</box>
